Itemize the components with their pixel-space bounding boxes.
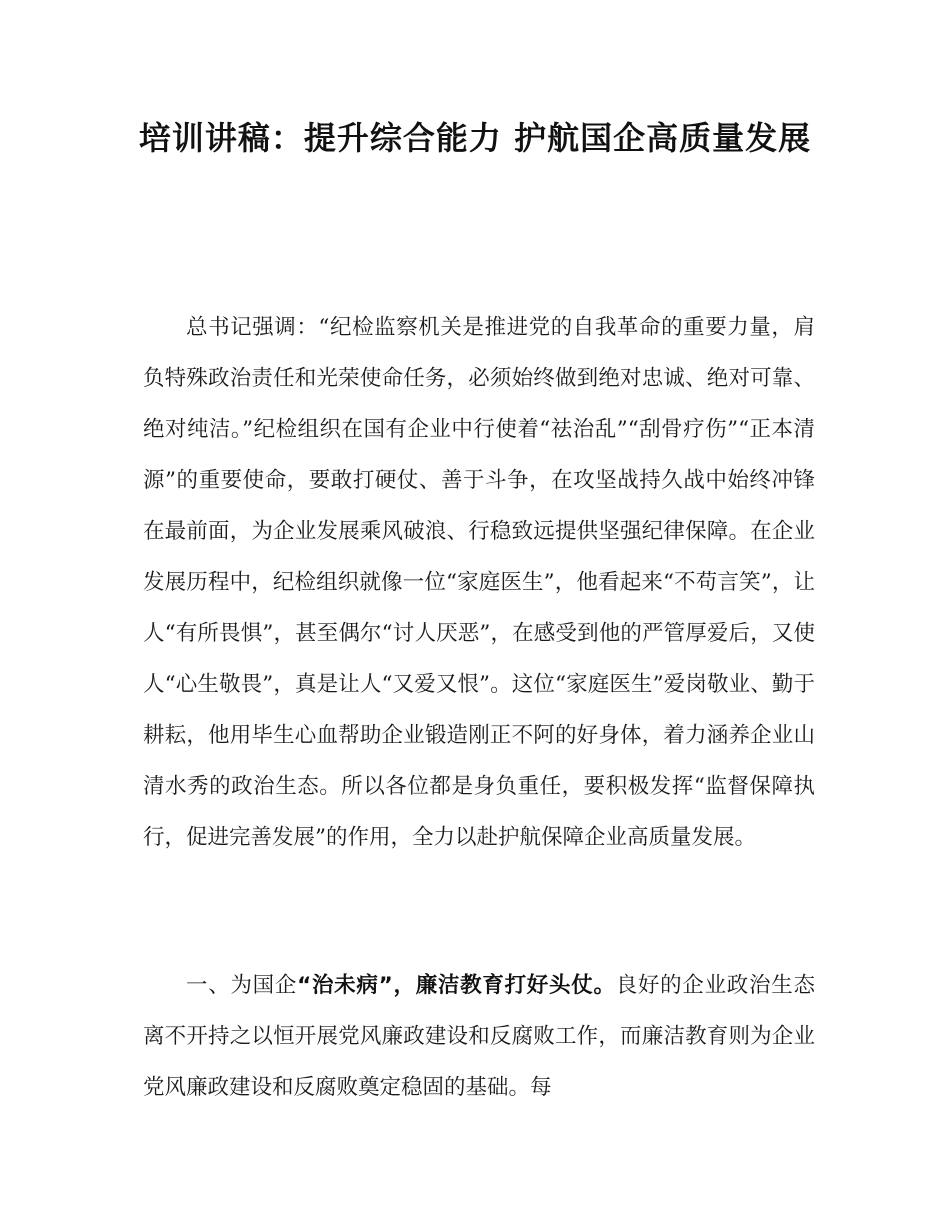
- paragraph-intro: 总书记强调：“纪检监察机关是推进党的自我革命的重要力量，肩负特殊政治责任和光荣使命任务，必须始终做到绝对忠诚、绝对可靠、绝对纯洁。”纪检组织在国有企业中行使着“祛治乱”“刮骨疗伤”“正本清源”的重要使命，要敢打硬仗、善于斗争，在攻坚战持久战中始终冲锋在最前面，为企业发展乘风破浪、行稳致远提供坚强纪律保障。在企业发展历程中，纪检组织就像一位“家庭医生”，他看起来“不苟言笑”，让人“有所畏惧”，甚至偶尔“讨人厌恶”，在感受到他的严管厚爱后，又使人“心生敬畏”，真是让人“又爱又恨”。这位“家庭医生”爱岗敬业、勤于耕耘，他用毕生心血帮助企业锻造刚正不阿的好身体，着力涵养企业山清水秀的政治生态。所以各位都是身负重任，要积极发挥“监督保障执行，促进完善发展”的作用，全力以赴护航保障企业高质量发展。: [143, 315, 815, 850]
- paragraph-section-one: [143, 960, 815, 1113]
- document-title: 培训讲稿：提升综合能力 护航国企高质量发展: [138, 119, 812, 157]
- section-one-text: 良好的企业政治生态离不开持之以恒开展党风廉政建设和反腐败工作，而廉洁教育则为企业党风廉政建设和反腐败奠定稳固的基础。每: [143, 973, 815, 1100]
- section-one-prefix: 一、为国企: [186, 973, 298, 998]
- section-one-heading: “治未病”，廉洁教育打好头仗。: [297, 973, 616, 998]
